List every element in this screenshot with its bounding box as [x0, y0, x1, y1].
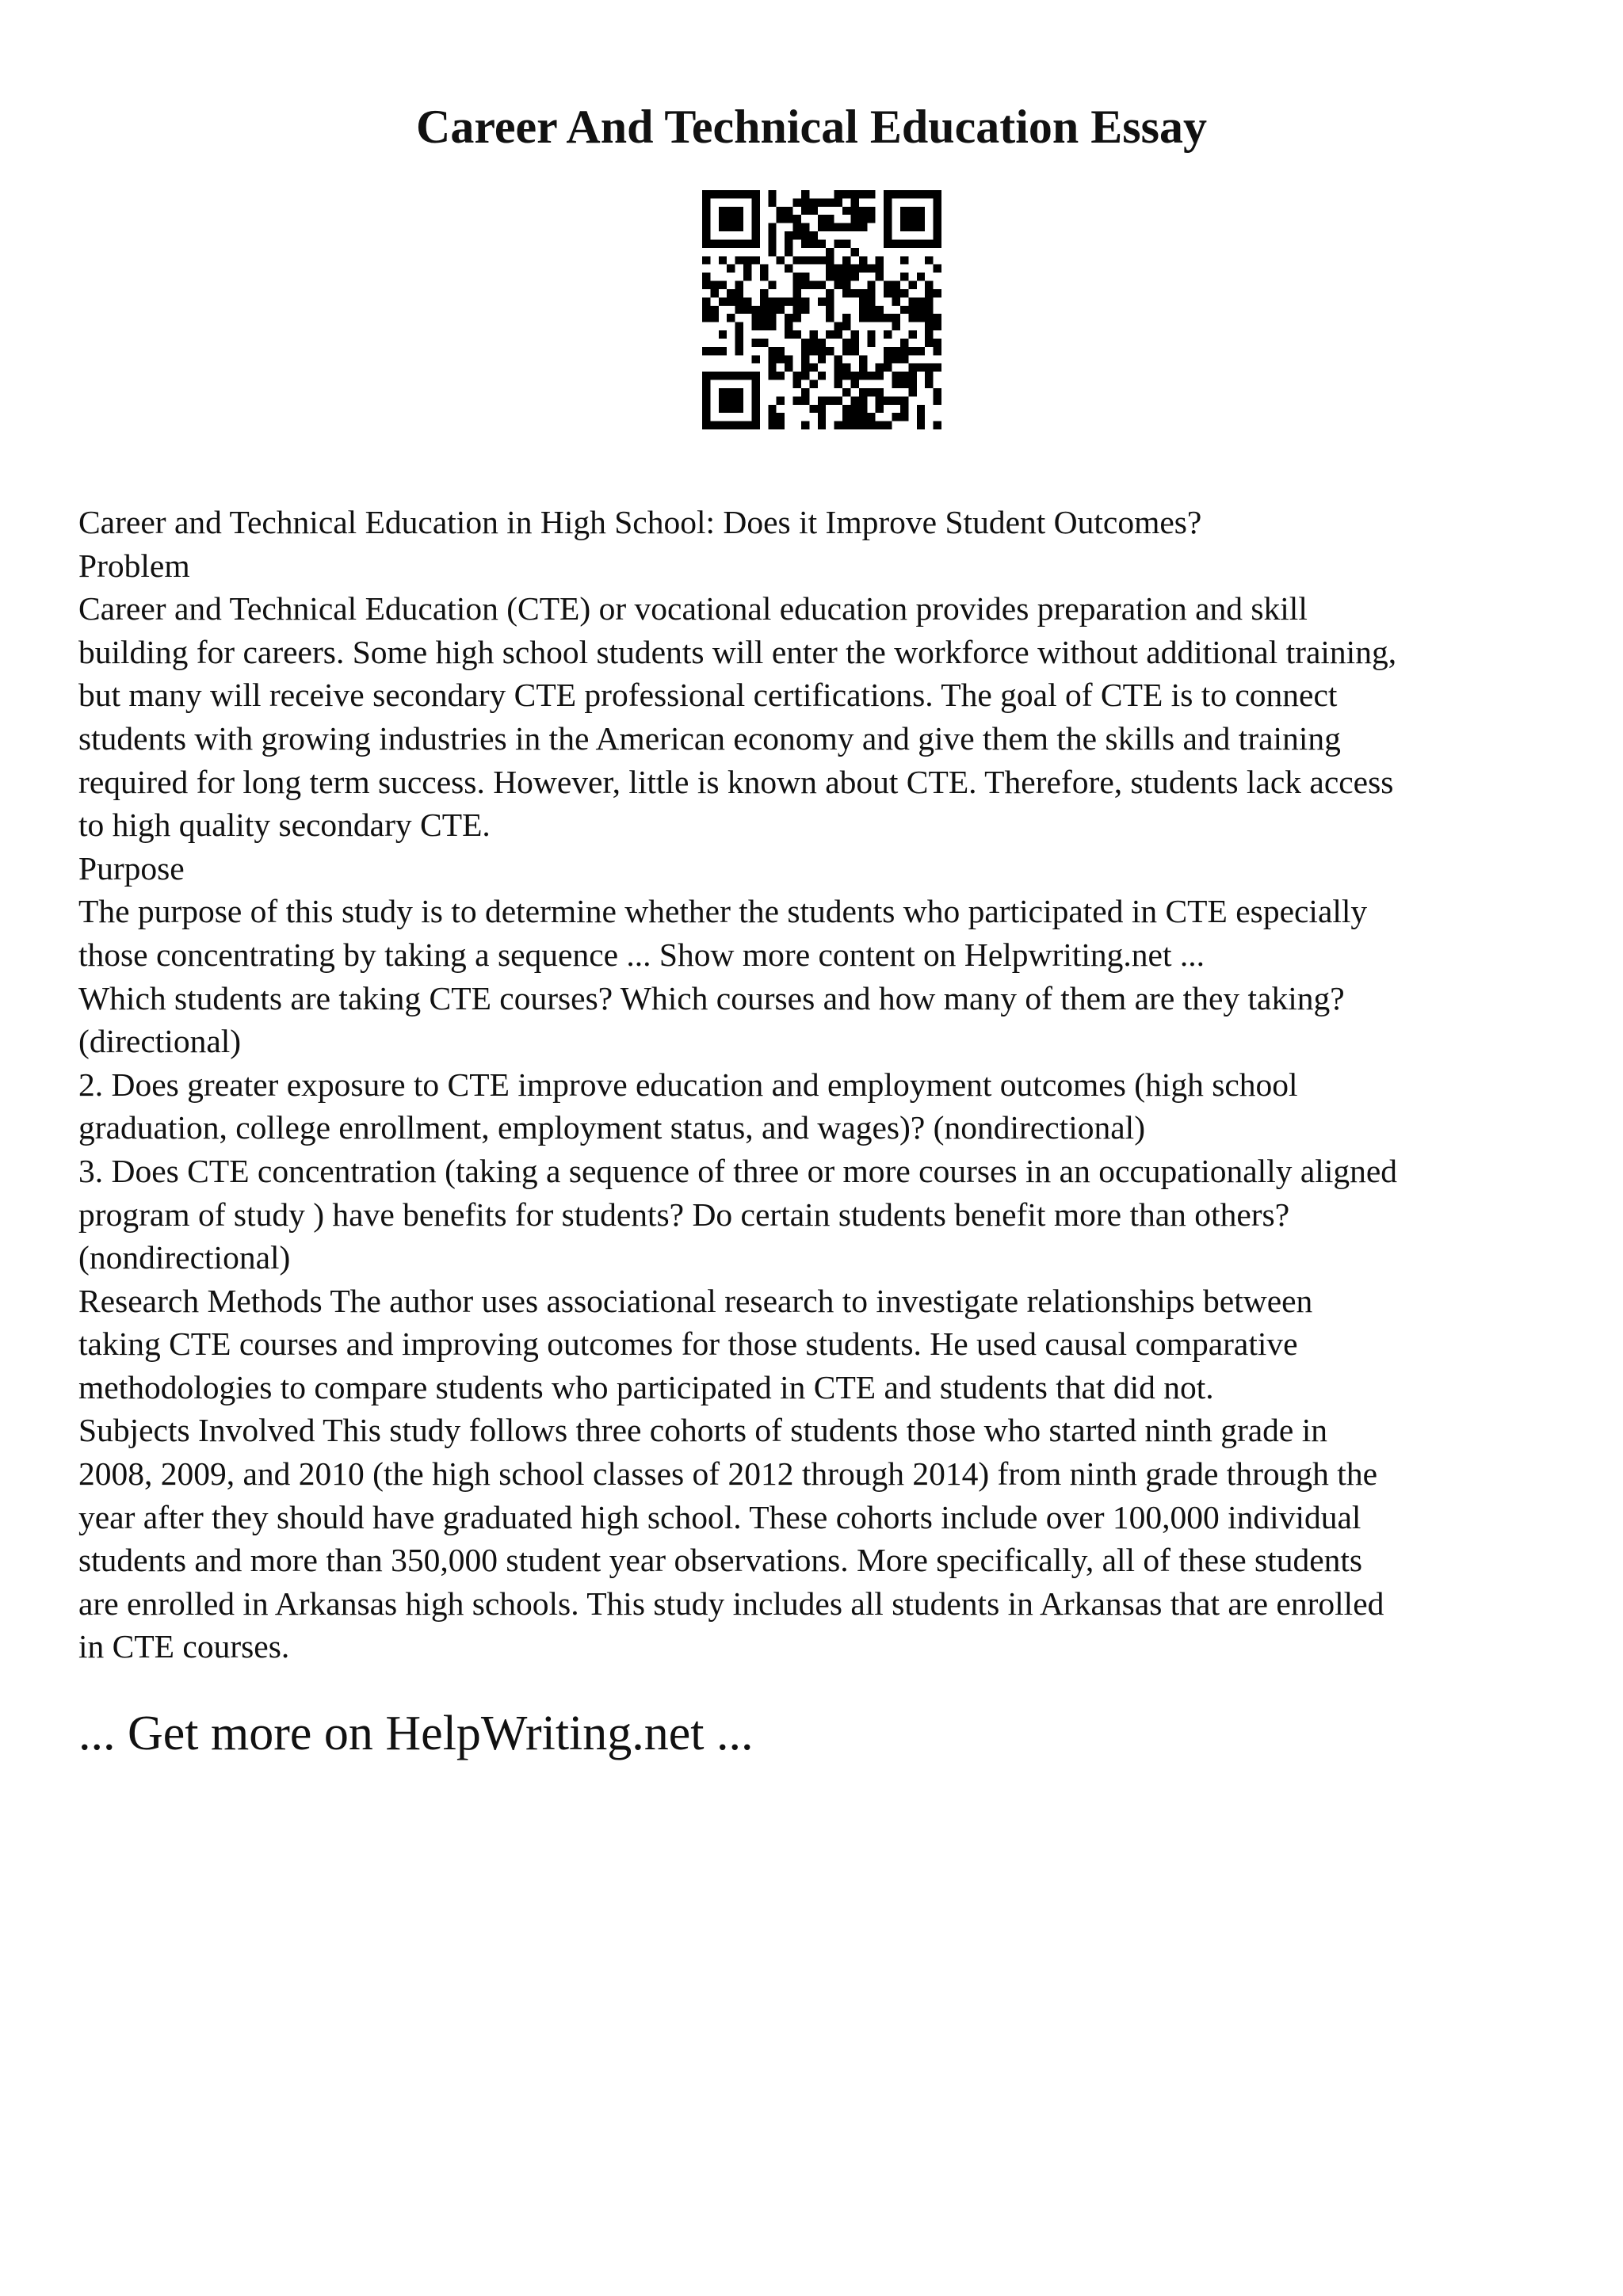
- essay-line: Career and Technical Education in High School: Does it Improve Student Outcomes?: [78, 504, 1202, 540]
- essay-line: Which students are taking CTE courses? Which courses and how many of them are they taking?: [78, 979, 1345, 1016]
- essay-line: Subjects Involved This study follows three cohorts of students those who started ninth grade in: [78, 1412, 1328, 1449]
- essay-line: required for long term success. However, little is known about CTE. Therefore, students lack access: [78, 763, 1394, 800]
- essay-line: in CTE courses.: [78, 1628, 290, 1665]
- essay-line: methodologies to compare students who participated in CTE and students that did not.: [78, 1368, 1214, 1405]
- essay-line: students with growing industries in the American economy and give them the skills and training: [78, 719, 1341, 757]
- essay-line: Problem: [78, 547, 190, 584]
- essay-line: Purpose: [78, 849, 185, 887]
- get-more-link[interactable]: ... Get more on HelpWriting.net ...: [78, 1707, 754, 1760]
- essay-line: to high quality secondary CTE.: [78, 807, 491, 844]
- essay-body: [78, 501, 1568, 1669]
- essay-line: 2. Does greater exposure to CTE improve education and employment outcomes (high school: [78, 1066, 1298, 1103]
- essay-line: The purpose of this study is to determine whether the students who participated in CTE especially: [78, 893, 1368, 930]
- essay-line: students and more than 350,000 student year observations. More specifically, all of these students: [78, 1542, 1363, 1579]
- essay-line: 2008, 2009, and 2010 (the high school classes of 2012 through 2014) from ninth grade through the: [78, 1455, 1377, 1493]
- qr-code-icon: [702, 190, 941, 429]
- essay-line: taking CTE courses and improving outcomes for those students. He used causal comparative: [78, 1325, 1298, 1363]
- essay-line: 3. Does CTE concentration (taking a sequence of three or more courses in an occupationally aligned: [78, 1152, 1398, 1189]
- essay-line: (nondirectional): [78, 1239, 291, 1276]
- essay-line: year after they should have graduated high school. These cohorts include over 100,000 individual: [78, 1498, 1361, 1535]
- essay-line: (directional): [78, 1023, 242, 1060]
- essay-line: but many will receive secondary CTE professional certifications. The goal of CTE is to connect: [78, 677, 1338, 714]
- essay-line: Career and Technical Education (CTE) or vocational education provides preparation and skill: [78, 590, 1308, 627]
- essay-line: building for careers. Some high school students will enter the workforce without additional training,: [78, 633, 1397, 670]
- essay-line: are enrolled in Arkansas high schools. This study includes all students in Arkansas that are enrolled: [78, 1585, 1384, 1622]
- show-more-line[interactable]: those concentrating by taking a sequence ... Show more content on Helpwriting.net ...: [78, 936, 1205, 973]
- essay-line: Research Methods The author uses associational research to investigate relationships between: [78, 1282, 1313, 1319]
- essay-line: program of study ) have benefits for students? Do certain students benefit more than others?: [78, 1196, 1290, 1233]
- essay-line: graduation, college enrollment, employment status, and wages)? (nondirectional): [78, 1109, 1146, 1146]
- page-title: Career And Technical Education Essay: [416, 101, 1207, 153]
